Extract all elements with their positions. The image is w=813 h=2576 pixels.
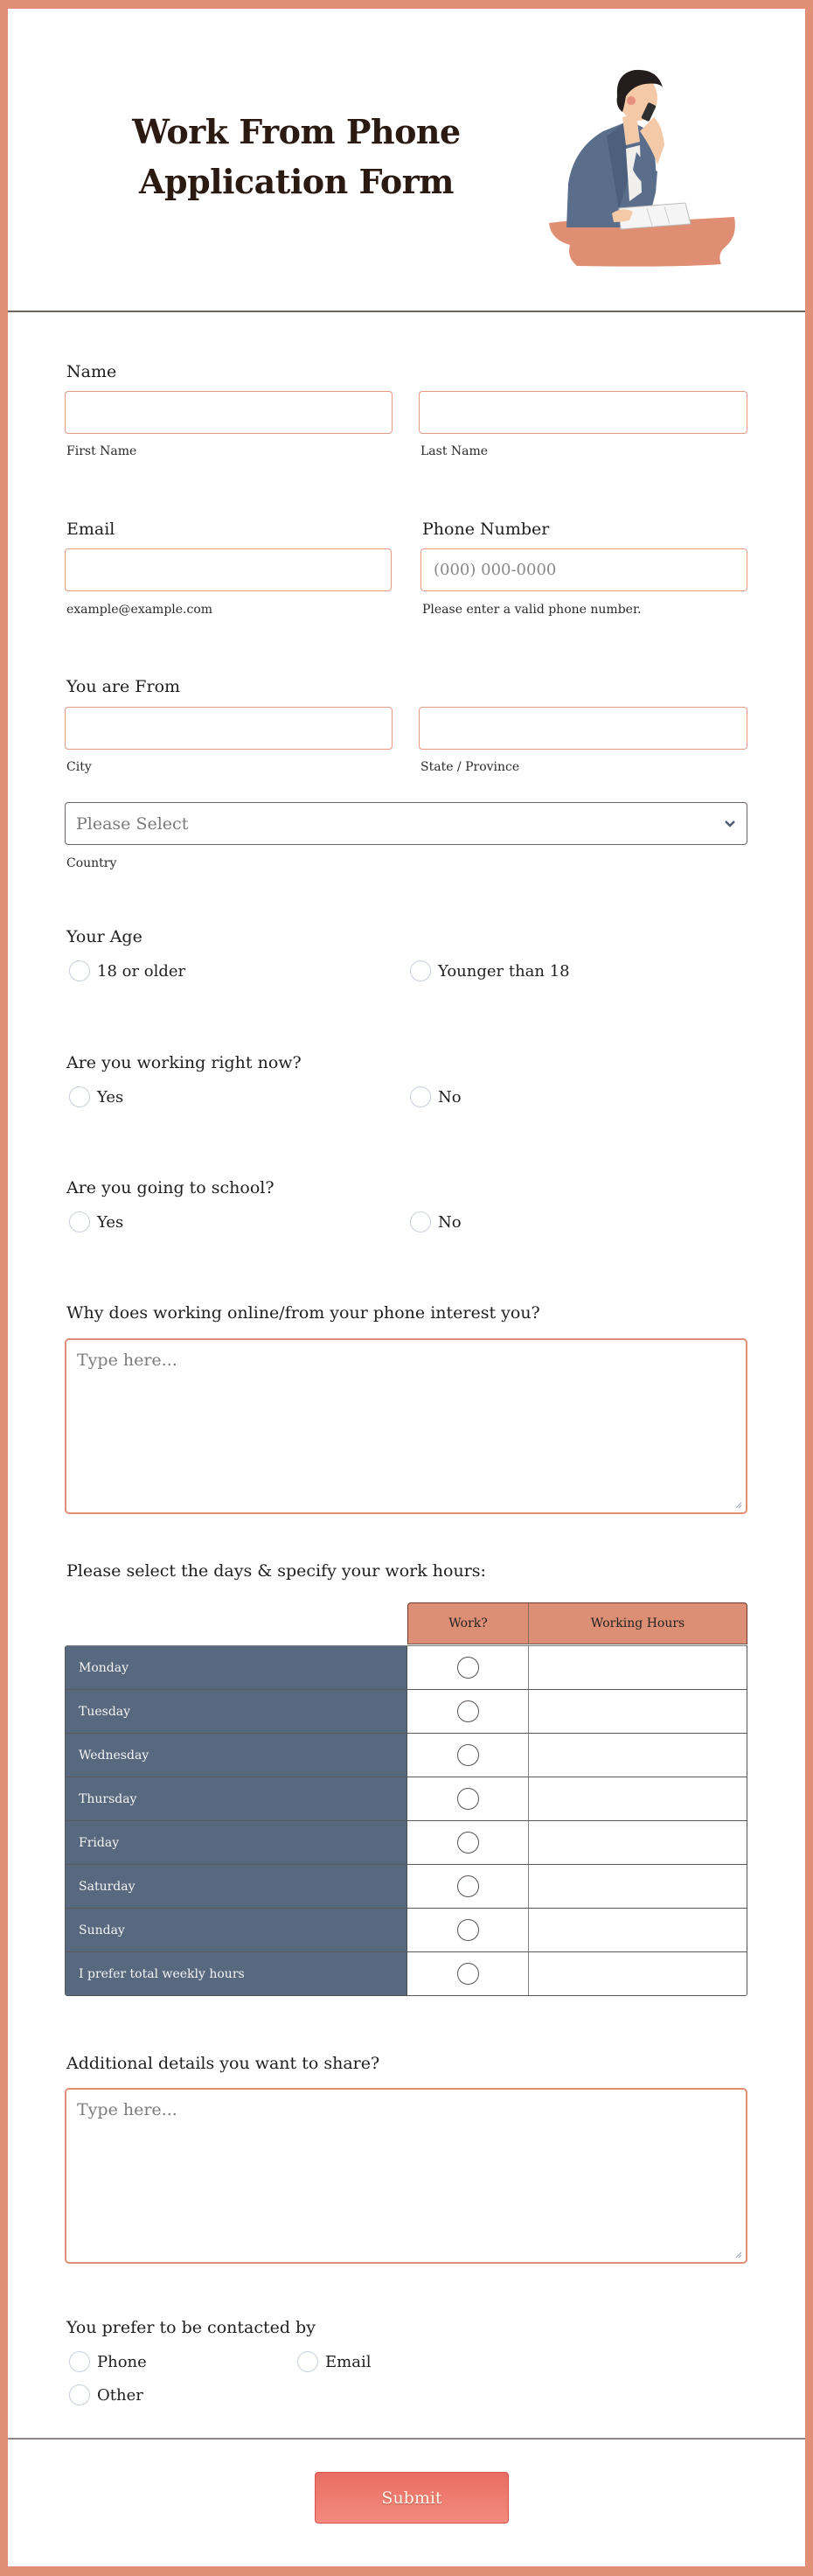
phone-sublabel: Please enter a valid phone number. — [422, 603, 642, 617]
radio-circle-icon[interactable] — [410, 1211, 431, 1232]
table-row — [66, 1820, 747, 1864]
row-label: Sunday — [66, 1909, 407, 1951]
row-label: Saturday — [66, 1865, 407, 1908]
column-header-work: Work? — [408, 1603, 529, 1644]
last-name-sublabel: Last Name — [420, 444, 489, 458]
radio-circle-icon[interactable] — [69, 2351, 90, 2372]
table-row — [66, 1864, 747, 1908]
city-input[interactable] — [65, 707, 393, 750]
working-now-option-no[interactable]: No — [410, 1086, 462, 1107]
table-row — [66, 1951, 747, 1995]
radio-circle-icon[interactable] — [297, 2351, 318, 2372]
work-radio[interactable] — [457, 1963, 479, 1985]
email-label: Email — [66, 520, 115, 539]
footer-divider — [8, 2438, 805, 2440]
phone-label: Phone Number — [422, 520, 550, 539]
last-name-input[interactable] — [419, 391, 747, 434]
working-hours-cell[interactable] — [529, 1734, 747, 1777]
chevron-down-icon — [724, 820, 736, 828]
age-option-18-or-older[interactable]: 18 or older — [69, 960, 185, 981]
working-hours-cell[interactable] — [529, 1777, 747, 1820]
resize-handle-icon[interactable] — [733, 1500, 742, 1509]
title-line-1: Work From Phone — [132, 112, 461, 151]
row-label: Tuesday — [66, 1690, 407, 1733]
working-now-option-yes[interactable]: Yes — [69, 1086, 123, 1107]
page-title — [69, 107, 524, 206]
school-option-no[interactable]: No — [410, 1211, 462, 1232]
schedule-label: Please select the days & specify your work hours: — [66, 1561, 486, 1581]
contact-option-phone[interactable]: Phone — [69, 2351, 147, 2372]
first-name-sublabel: First Name — [66, 444, 137, 458]
table-row — [66, 1645, 747, 1689]
age-label: Your Age — [66, 927, 142, 946]
working-hours-cell[interactable] — [529, 1690, 747, 1733]
working-hours-cell[interactable] — [529, 1952, 747, 1995]
row-label: Friday — [66, 1821, 407, 1864]
row-label: Wednesday — [66, 1734, 407, 1777]
column-header-working-hours: Working Hours — [590, 1616, 685, 1630]
country-select[interactable] — [65, 802, 747, 845]
work-radio[interactable] — [457, 1788, 479, 1810]
first-name-input[interactable] — [65, 391, 393, 434]
row-label: Thursday — [66, 1777, 407, 1820]
state-sublabel: State / Province — [420, 760, 520, 774]
work-radio[interactable] — [457, 1919, 479, 1941]
contact-label: You prefer to be contacted by — [66, 2318, 316, 2337]
radio-circle-icon[interactable] — [69, 1211, 90, 1232]
row-label: I prefer total weekly hours — [66, 1952, 407, 1995]
form-header — [8, 9, 805, 311]
schedule-table — [65, 1645, 747, 1996]
additional-label: Additional details you want to share? — [66, 2054, 380, 2073]
location-label: You are From — [66, 677, 181, 696]
header-divider — [8, 311, 805, 312]
country-sublabel: Country — [66, 856, 117, 870]
contact-option-email[interactable]: Email — [297, 2351, 371, 2372]
interest-textarea[interactable]: Type here... — [65, 1338, 747, 1514]
table-row — [66, 1689, 747, 1733]
school-option-yes[interactable]: Yes — [69, 1211, 123, 1232]
work-radio[interactable] — [457, 1744, 479, 1766]
phone-input[interactable]: (000) 000-0000 — [420, 548, 747, 591]
work-radio[interactable] — [457, 1832, 479, 1853]
working-hours-cell[interactable] — [529, 1909, 747, 1951]
age-option-younger-than-18[interactable]: Younger than 18 — [410, 960, 570, 981]
radio-circle-icon[interactable] — [69, 960, 90, 981]
working-now-label: Are you working right now? — [66, 1053, 302, 1072]
schedule-table-header — [407, 1602, 747, 1644]
additional-textarea[interactable]: Type here... — [65, 2088, 747, 2264]
working-hours-cell[interactable] — [529, 1821, 747, 1864]
work-radio[interactable] — [457, 1700, 479, 1722]
contact-option-other[interactable]: Other — [69, 2384, 143, 2405]
radio-circle-icon[interactable] — [69, 1086, 90, 1107]
row-label: Monday — [66, 1646, 407, 1689]
country-select-value: Please Select — [76, 813, 189, 834]
resize-handle-icon[interactable] — [733, 2250, 742, 2258]
form-card — [8, 9, 805, 2566]
title-line-2: Application Form — [139, 162, 454, 201]
table-row — [66, 1777, 747, 1820]
state-input[interactable] — [419, 707, 747, 750]
working-hours-cell[interactable] — [529, 1865, 747, 1908]
radio-circle-icon[interactable] — [69, 2384, 90, 2405]
radio-circle-icon[interactable] — [410, 960, 431, 981]
table-row — [66, 1733, 747, 1777]
work-radio[interactable] — [457, 1657, 479, 1679]
working-hours-cell[interactable] — [529, 1646, 747, 1689]
email-sublabel: example@example.com — [66, 603, 213, 617]
city-sublabel: City — [66, 760, 92, 774]
name-label: Name — [66, 362, 117, 381]
woman-on-phone-illustration — [542, 61, 743, 271]
interest-label: Why does working online/from your phone interest you? — [66, 1303, 540, 1323]
work-radio[interactable] — [457, 1875, 479, 1897]
table-row — [66, 1908, 747, 1951]
email-input[interactable] — [65, 548, 392, 591]
school-label: Are you going to school? — [66, 1178, 274, 1197]
radio-circle-icon[interactable] — [410, 1086, 431, 1107]
submit-button[interactable]: Submit — [315, 2472, 509, 2524]
